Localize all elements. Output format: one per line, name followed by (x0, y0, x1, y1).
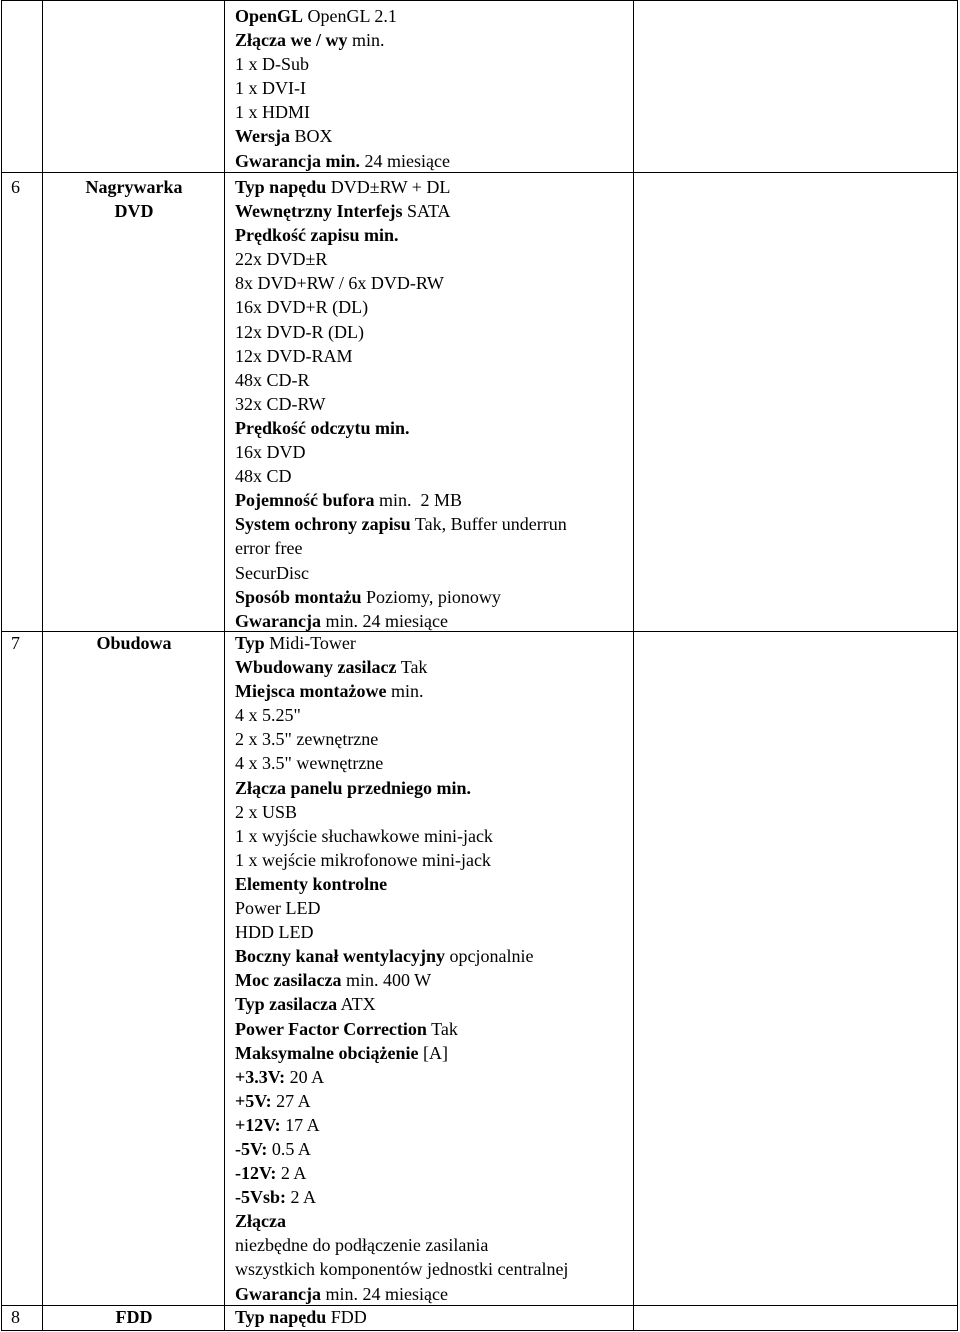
spec-label: Typ napędu (235, 177, 327, 197)
cell-offer (633, 1305, 958, 1331)
spec-line (235, 1017, 568, 1041)
spec-label: Pojemność bufora (235, 490, 375, 511)
spec-value: OpenGL 2.1 (303, 6, 397, 26)
spec-line (235, 440, 567, 464)
cell-number (1, 0, 42, 172)
spec-value: 16x DVD+R (DL) (235, 297, 369, 318)
spec-value: min. 400 W (341, 970, 432, 991)
spec-line (235, 727, 568, 751)
spec-line (235, 271, 567, 295)
spec-value: Poziomy, pionowy (361, 586, 501, 607)
spec-line (235, 800, 568, 824)
spec-label: Gwarancja min. (235, 150, 360, 171)
spec-value: 16x DVD (235, 442, 306, 463)
spec-line (235, 920, 568, 944)
cell-number (1, 172, 42, 631)
spec-line (235, 609, 567, 633)
spec-label: Miejsca montażowe (235, 681, 387, 702)
component-name: Obudowa (96, 633, 172, 653)
spec-label: +3.3V: (235, 1066, 286, 1087)
spec-lines (235, 631, 568, 1306)
spec-line (235, 1161, 568, 1185)
spec-label: Sposób montażu (235, 586, 362, 607)
spec-value: [A] (418, 1042, 448, 1063)
cell-spec (224, 0, 633, 172)
spec-value: Tak (396, 657, 428, 678)
cell-component (42, 0, 224, 172)
cell-offer (633, 172, 958, 631)
spec-value: wszystkich komponentów jednostki centralnej (235, 1259, 569, 1280)
spec-value: 2 x 3.5" zewnętrzne (235, 729, 379, 750)
spec-label: Moc zasilacza (235, 970, 342, 991)
spec-line (235, 751, 568, 775)
spec-value: 17 A (280, 1114, 320, 1135)
spec-line (235, 655, 568, 679)
spec-value: 4 x 5.25" (235, 705, 301, 726)
spec-table (1, 0, 958, 1331)
spec-value: 2 A (286, 1187, 317, 1208)
spec-value: DVD±RW + DL (326, 177, 451, 197)
spec-value: ATX (337, 994, 376, 1015)
spec-line (235, 488, 567, 512)
spec-value: 20 A (285, 1066, 325, 1087)
spec-value: 48x CD (235, 466, 292, 487)
spec-value: SecurDisc (235, 562, 309, 583)
spec-line (235, 223, 567, 247)
cell-component (42, 1305, 224, 1331)
row-number: 8 (11, 1307, 20, 1327)
spec-label: OpenGL (235, 6, 304, 26)
spec-line (235, 4, 450, 28)
spec-value: 22x DVD±R (235, 249, 328, 270)
spec-line (235, 368, 567, 392)
cell-offer (633, 631, 958, 1305)
spec-line (235, 320, 567, 344)
spec-label: Typ zasilacza (235, 994, 338, 1015)
spec-line (235, 1065, 568, 1089)
spec-label: Prędkość odczytu min. (235, 417, 410, 438)
spec-label: -5V: (235, 1138, 268, 1159)
spec-line (235, 512, 567, 536)
spec-line (235, 992, 568, 1016)
row-number: 7 (11, 633, 20, 653)
spec-value: 1 x wejście mikrofonowe mini-jack (235, 849, 491, 870)
component-name: Nagrywarka (85, 177, 183, 197)
spec-value: 0.5 A (267, 1138, 311, 1159)
spec-line (235, 1257, 568, 1281)
spec-lines (235, 175, 567, 633)
spec-value: Midi-Tower (264, 633, 356, 653)
spec-lines (235, 4, 450, 173)
spec-value: min. 24 miesiące (320, 1283, 448, 1304)
spec-value: opcjonalnie (445, 946, 534, 967)
spec-label: Elementy kontrolne (235, 873, 388, 894)
spec-lines (235, 1305, 367, 1329)
spec-label: +12V: (235, 1114, 281, 1135)
spec-value: min. 2 MB (374, 490, 462, 511)
spec-value: 24 miesiące (360, 150, 450, 171)
spec-value: 12x DVD-R (DL) (235, 321, 364, 342)
cell-number (1, 1305, 42, 1331)
spec-label: Złącza panelu przedniego min. (235, 777, 472, 798)
spec-line (235, 149, 450, 173)
spec-line (235, 1089, 568, 1113)
spec-line (235, 416, 567, 440)
spec-label: Typ napędu (235, 1307, 327, 1327)
spec-line (235, 175, 567, 199)
spec-value: 32x CD-RW (235, 393, 326, 414)
spec-line (235, 776, 568, 800)
component-name-line2: DVD (114, 201, 154, 221)
spec-label: Gwarancja (235, 610, 321, 631)
spec-value: min. 24 miesiące (320, 610, 448, 631)
spec-label: Wewnętrzny Interfejs (235, 201, 403, 222)
spec-value: HDD LED (235, 922, 314, 943)
spec-label: Prędkość zapisu min. (235, 225, 399, 246)
spec-label: System ochrony zapisu (235, 514, 411, 535)
spec-line (235, 1041, 568, 1065)
spec-line (235, 631, 568, 655)
spec-line (235, 824, 568, 848)
spec-line (235, 52, 450, 76)
spec-value: min. (347, 30, 385, 51)
cell-component (42, 172, 224, 631)
spec-label: Boczny kanał wentylacyjny (235, 946, 446, 967)
cell-spec (224, 631, 633, 1305)
spec-value: BOX (289, 126, 333, 147)
cell-spec (224, 172, 633, 631)
spec-label: Power Factor Correction (235, 1018, 427, 1039)
spec-value: 8x DVD+RW / 6x DVD-RW (235, 273, 444, 294)
spec-label: Wbudowany zasilacz (235, 657, 397, 678)
spec-value: niezbędne do podłączenie zasilania (235, 1235, 489, 1256)
table-row-7 (1, 631, 958, 1305)
spec-value: 2 x USB (235, 801, 298, 822)
spec-value: 1 x HDMI (235, 102, 310, 123)
spec-value: Power LED (235, 898, 321, 919)
spec-label: Maksymalne obciążenie (235, 1042, 419, 1063)
spec-line (235, 295, 567, 319)
spec-value: 27 A (271, 1090, 311, 1111)
spec-line (235, 464, 567, 488)
spec-value: error free (235, 538, 303, 559)
spec-line (235, 703, 568, 727)
spec-line (235, 100, 450, 124)
spec-value: 1 x D-Sub (235, 54, 310, 75)
spec-value: Tak, Buffer underrun (410, 514, 567, 535)
spec-line (235, 1305, 367, 1329)
spec-line (235, 247, 567, 271)
spec-line (235, 1113, 568, 1137)
spec-value: 1 x wyjście słuchawkowe mini-jack (235, 825, 493, 846)
spec-line (235, 536, 567, 560)
spec-line (235, 124, 450, 148)
spec-label: +5V: (235, 1090, 272, 1111)
spec-line (235, 199, 567, 223)
spec-value: Tak (426, 1018, 458, 1039)
spec-value: 1 x DVI-I (235, 78, 306, 99)
spec-line (235, 848, 568, 872)
table-row-continued (1, 0, 958, 172)
spec-line (235, 1185, 568, 1209)
spec-value: 4 x 3.5" wewnętrzne (235, 753, 384, 774)
spec-line (235, 872, 568, 896)
spec-label: -5Vsb: (235, 1187, 287, 1208)
spec-line (235, 76, 450, 100)
spec-value: SATA (402, 201, 451, 222)
spec-value: FDD (326, 1307, 367, 1327)
spec-line (235, 1209, 568, 1233)
spec-value: min. (386, 681, 424, 702)
spec-line (235, 1137, 568, 1161)
table-row-6 (1, 172, 958, 631)
spec-value: 2 A (276, 1163, 307, 1184)
spec-line (235, 344, 567, 368)
spec-line (235, 1282, 568, 1306)
row-number: 6 (11, 177, 20, 197)
spec-label: Gwarancja (235, 1283, 321, 1304)
spec-label: Wersja (235, 126, 290, 147)
spec-label: Złącza we / wy (235, 30, 348, 51)
spec-line (235, 561, 567, 585)
cell-spec (224, 1305, 633, 1331)
table-row-8 (1, 1305, 958, 1331)
cell-offer (633, 0, 958, 172)
spec-line (235, 679, 568, 703)
spec-line (235, 944, 568, 968)
spec-value: 12x DVD-RAM (235, 345, 353, 366)
spec-line (235, 392, 567, 416)
spec-line (235, 896, 568, 920)
spec-line (235, 1233, 568, 1257)
spec-line (235, 968, 568, 992)
spec-label: Typ (235, 633, 265, 653)
cell-component (42, 631, 224, 1305)
spec-label: -12V: (235, 1163, 277, 1184)
cell-number (1, 631, 42, 1305)
spec-line (235, 28, 450, 52)
component-name: FDD (115, 1307, 153, 1327)
spec-value: 48x CD-R (235, 369, 310, 390)
spec-line (235, 585, 567, 609)
spec-label: Złącza (235, 1211, 286, 1232)
